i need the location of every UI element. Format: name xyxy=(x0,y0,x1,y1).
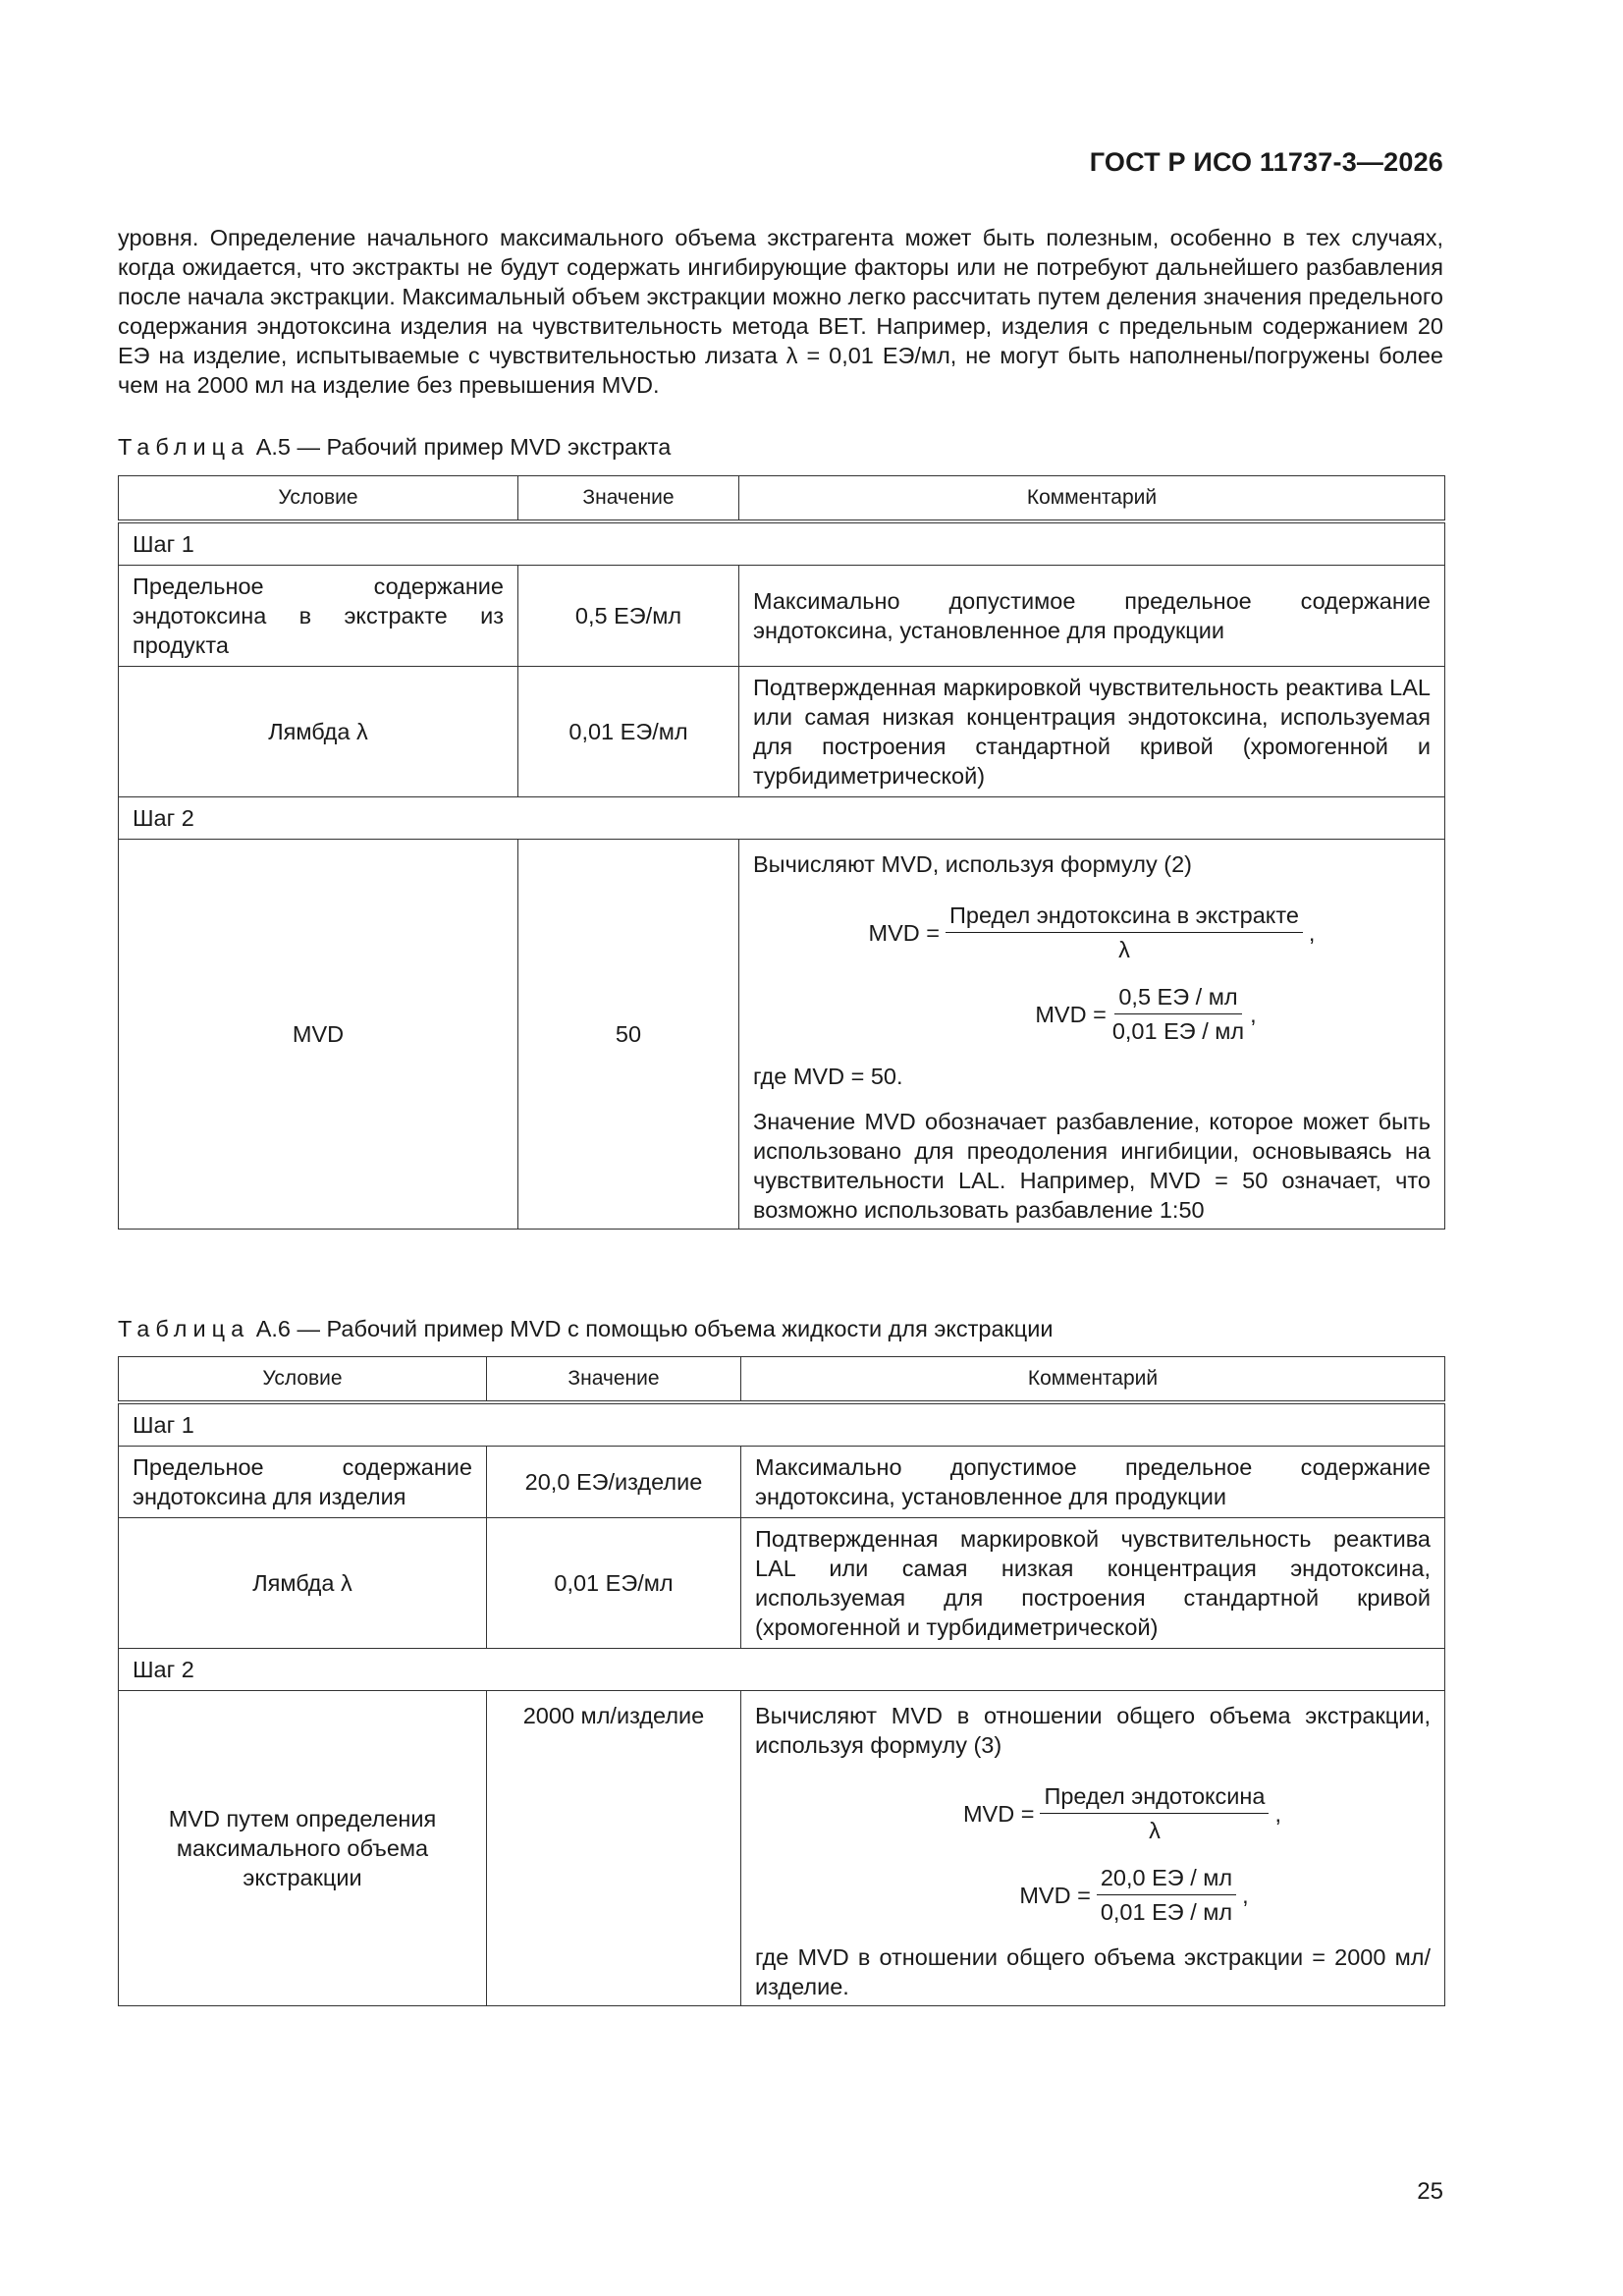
condition-cell: MVD путем определения максимального объема экстракции xyxy=(119,1691,487,2006)
table-a5 xyxy=(118,475,1445,1230)
fraction xyxy=(1097,1863,1236,1927)
header-value: Значение xyxy=(518,476,739,522)
where-text: где MVD в отношении общего объема экстракции = 2000 мл/изделие. xyxy=(755,1944,1431,1999)
comment-cell: Максимально допустимое предельное содержание эндотоксина, установленное для продукции xyxy=(739,566,1445,667)
intro-paragraph: уровня. Определение начального максимального объема экстрагента может быть полезным, особенно в тех случаях, когда ожидается, что экстракты не будут содержать ингибирующие факторы или не потребуют дальнейшего разбавления после начала экстракции. Максимальный объем экстракции можно легко рассчитать путем деления значения предельного содержания эндотоксина изделия на чувствительность метода BET. Например, изделия с предельным содержанием 20 ЕЭ на изделие, испытываемые с чувствительностью лизата λ = 0,01 ЕЭ/мл, не могут быть наполнены/погружены более чем на 2000 мл на изделие без превышения MVD. xyxy=(118,225,1443,398)
formula-2-values xyxy=(753,982,1431,1046)
where-text: где MVD = 50. xyxy=(753,1064,903,1089)
table-a6-caption xyxy=(118,1316,1054,1342)
fraction-denominator: 0,01 ЕЭ / мл xyxy=(1100,1899,1233,1925)
fraction-denominator: 0,01 ЕЭ / мл xyxy=(1111,1018,1245,1044)
formula-lhs: MVD = xyxy=(1035,1001,1107,1027)
step-label: Шаг 1 xyxy=(119,521,1445,566)
value-cell: 20,0 ЕЭ/изделие xyxy=(487,1447,741,1518)
caption-prefix: Таблица xyxy=(118,434,250,460)
fraction-numerator: 0,5 ЕЭ / мл xyxy=(1114,982,1241,1014)
caption-text: А.5 — Рабочий пример MVD экстракта xyxy=(255,434,672,460)
value-cell: 50 xyxy=(518,840,739,1230)
table-row xyxy=(119,667,1445,797)
condition-cell: Предельное содержание эндотоксина для изделия xyxy=(119,1447,487,1518)
condition-cell: Лямбда λ xyxy=(119,667,518,797)
condition-cell: MVD xyxy=(119,840,518,1230)
header-comment: Комментарий xyxy=(741,1357,1445,1403)
fraction-numerator: Предел эндотоксина в экстракте xyxy=(946,901,1303,933)
formula-tail: , xyxy=(1242,1882,1249,1908)
comment-cell xyxy=(741,1691,1445,2006)
header-condition: Условие xyxy=(119,476,518,522)
formula-lhs: MVD = xyxy=(1019,1882,1091,1908)
step-label: Шаг 2 xyxy=(119,797,1445,840)
header-condition: Условие xyxy=(119,1357,487,1403)
table-row xyxy=(119,1691,1445,2006)
table-header-row xyxy=(119,476,1445,522)
condition-cell: Лямбда λ xyxy=(119,1518,487,1649)
page-number: 25 xyxy=(1417,2178,1443,2205)
fraction xyxy=(946,901,1303,964)
table-row xyxy=(119,566,1445,667)
fraction xyxy=(1112,982,1244,1046)
table-a6 xyxy=(118,1356,1445,2006)
value-cell: 2000 мл/изделие xyxy=(487,1691,741,2006)
table-row xyxy=(119,1447,1445,1518)
fraction-denominator: λ xyxy=(1118,937,1130,962)
formula-3-values xyxy=(755,1863,1431,1927)
formula-tail: , xyxy=(1308,919,1316,946)
formula-tail: , xyxy=(1274,1800,1282,1827)
table-row xyxy=(119,1649,1445,1691)
comment-cell: Подтвержденная маркировкой чувствительность реактива LAL или самая низкая концентрация эндотоксина, используемая для построения стандартной кривой (хромогенной и турбидиметрической) xyxy=(739,667,1445,797)
header-comment: Комментарий xyxy=(739,476,1445,522)
formula-lhs: MVD = xyxy=(962,1800,1035,1827)
fraction-denominator: λ xyxy=(1149,1818,1161,1843)
table-row xyxy=(119,840,1445,1230)
comment-cell: Максимально допустимое предельное содержание эндотоксина, установленное для продукции xyxy=(741,1447,1445,1518)
table-a5-caption xyxy=(118,434,671,461)
fraction xyxy=(1040,1781,1269,1845)
formula-lhs: MVD = xyxy=(868,919,941,946)
document-header: ГОСТ Р ИСО 11737-3—2026 xyxy=(1089,147,1443,177)
table-header-row xyxy=(119,1357,1445,1403)
fraction-numerator: 20,0 ЕЭ / мл xyxy=(1097,1863,1236,1895)
comment-cell xyxy=(739,840,1445,1230)
value-cell: 0,01 ЕЭ/мл xyxy=(487,1518,741,1649)
caption-prefix: Таблица xyxy=(118,1316,250,1341)
fraction-numerator: Предел эндотоксина xyxy=(1040,1781,1269,1814)
comment-intro: Вычисляют MVD в отношении общего объема экстракции, используя формулу (3) xyxy=(755,1703,1431,1758)
table-row xyxy=(119,797,1445,840)
condition-cell: Предельное содержание эндотоксина в экстракте из продукта xyxy=(119,566,518,667)
table-row xyxy=(119,1518,1445,1649)
table-row xyxy=(119,521,1445,566)
step-label: Шаг 2 xyxy=(119,1649,1445,1691)
table-row xyxy=(119,1402,1445,1447)
value-cell: 0,5 ЕЭ/мл xyxy=(518,566,739,667)
comment-cell: Подтвержденная маркировкой чувствительность реактива LAL или самая низкая концентрация эндотоксина, используемая для построения стандартной кривой (хромогенной и турбидиметрической) xyxy=(741,1518,1445,1649)
formula-tail: , xyxy=(1250,1001,1257,1027)
formula-3-general xyxy=(755,1781,1431,1845)
caption-text: А.6 — Рабочий пример MVD с помощью объема жидкости для экстракции xyxy=(255,1316,1054,1341)
comment-intro: Вычисляют MVD, используя формулу (2) xyxy=(753,851,1193,877)
header-value: Значение xyxy=(487,1357,741,1403)
value-cell: 0,01 ЕЭ/мл xyxy=(518,667,739,797)
step-label: Шаг 1 xyxy=(119,1402,1445,1447)
formula-2-general xyxy=(753,901,1431,964)
note-text: Значение MVD обозначает разбавление, которое может быть использовано для преодоления ингибиции, основываясь на чувствительности LAL. Например, MVD = 50 означает, что возможно использовать разбавление 1:50 xyxy=(753,1109,1431,1223)
